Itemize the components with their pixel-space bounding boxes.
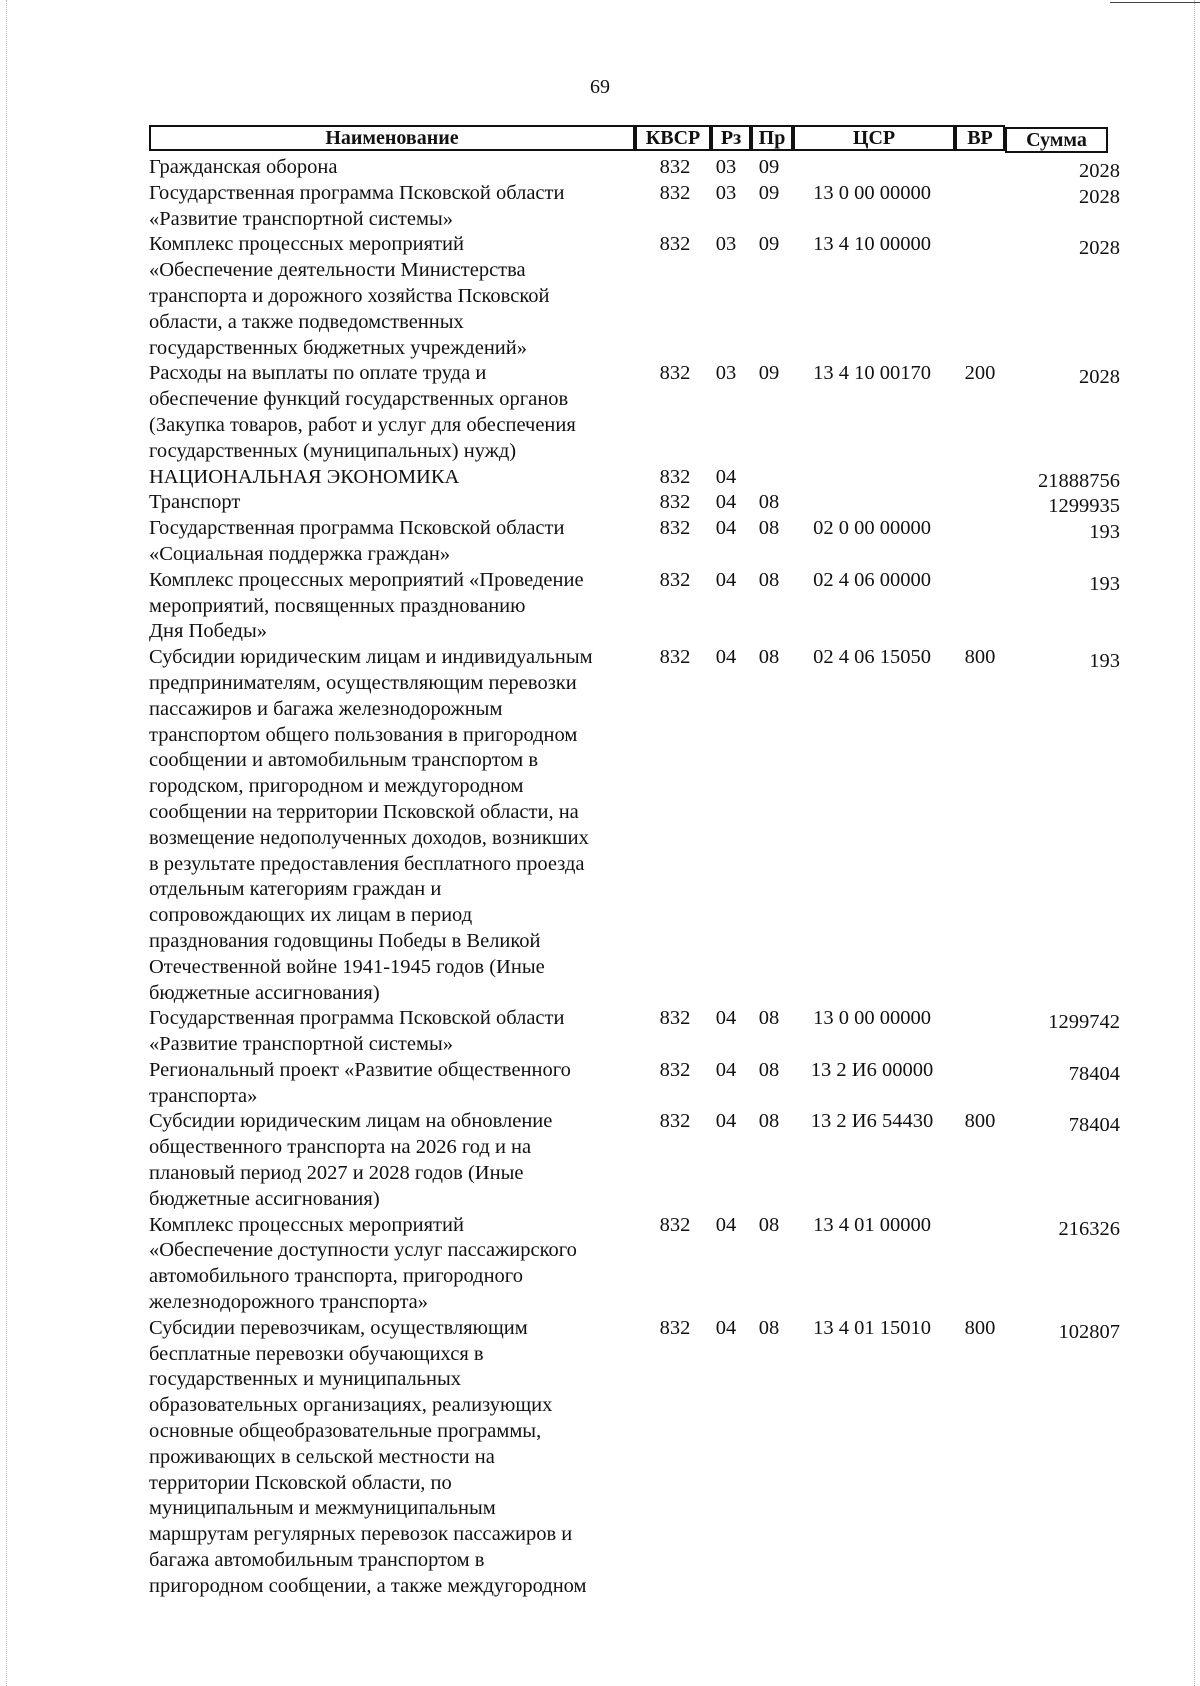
cell-vr: 800 <box>964 1316 996 1339</box>
table-header <box>149 125 1122 155</box>
cell-kvsr: 832 <box>659 1316 691 1339</box>
header-csr: ЦСР <box>793 125 955 151</box>
table-row <box>149 232 1122 361</box>
cell-name: Субсидии перевозчикам, осуществляющим бесплатные перевозки обучающихся в государственных и муниципальных образовательных организациях, реализующих основные общеобразовательные программы, проживающих в сельской местности на территории Псковской области, по муниципальным и межмуниципальным маршрутам регулярных перевозок пассажиров и багажа автомобильным транспортом в пригородном сообщении, а также междугородном <box>149 1316 587 1597</box>
cell-vr: 800 <box>964 1110 996 1133</box>
cell-pr: 09 <box>758 362 780 385</box>
cell-rz: 03 <box>715 362 737 385</box>
cell-sum: 1299935 <box>1048 495 1120 518</box>
cell-name: Государственная программа Псковской области «Развитие транспортной системы» <box>149 1007 565 1056</box>
cell-pr: 08 <box>758 1213 780 1236</box>
cell-name: Государственная программа Псковской области «Развитие транспортной системы» <box>149 181 565 230</box>
cell-vr: 800 <box>964 646 996 669</box>
table-body <box>149 155 1122 1600</box>
cell-pr: 08 <box>758 1007 780 1030</box>
cell-csr: 02 4 06 00000 <box>813 568 931 591</box>
cell-csr: 13 4 01 00000 <box>813 1213 931 1236</box>
cell-rz: 03 <box>715 156 737 178</box>
cell-csr: 13 4 10 00170 <box>813 362 931 385</box>
scan-edge-left <box>0 0 7 1686</box>
cell-pr: 08 <box>758 1058 780 1081</box>
cell-name: НАЦИОНАЛЬНАЯ ЭКОНОМИКА <box>149 465 460 488</box>
header-kvsr: КВСР <box>635 125 711 151</box>
cell-csr: 13 4 01 15010 <box>813 1316 931 1339</box>
cell-rz: 04 <box>715 1058 737 1081</box>
table-row <box>149 361 1122 464</box>
cell-csr: 02 0 00 00000 <box>813 517 931 540</box>
cell-pr: 08 <box>758 491 780 514</box>
cell-name: Гражданская оборона <box>149 156 338 178</box>
cell-csr: 13 2 И6 00000 <box>810 1058 934 1081</box>
table-row <box>149 490 1122 516</box>
cell-kvsr: 832 <box>659 181 691 204</box>
cell-name: Региональный проект «Развитие общественного транспорта» <box>149 1058 571 1107</box>
cell-name: Государственная программа Псковской области «Социальная поддержка граждан» <box>149 517 565 565</box>
scan-corner-line <box>1110 2 1200 3</box>
cell-sum: 2028 <box>1079 237 1120 260</box>
table-row <box>149 516 1122 568</box>
cell-rz: 03 <box>715 233 737 256</box>
cell-sum: 193 <box>1089 521 1120 544</box>
cell-rz: 04 <box>715 1213 737 1236</box>
table-row <box>149 1006 1122 1058</box>
cell-kvsr: 832 <box>659 517 691 540</box>
cell-csr: 13 2 И6 54430 <box>810 1110 934 1133</box>
header-rz: Рз <box>711 125 751 151</box>
table-row <box>149 568 1122 645</box>
budget-table <box>149 125 1122 1600</box>
cell-rz: 03 <box>715 181 737 204</box>
cell-vr: 200 <box>964 362 996 385</box>
cell-kvsr: 832 <box>659 1007 691 1030</box>
cell-name: Комплекс процессных мероприятий «Проведение мероприятий, посвященных празднованию Дня Победы» <box>149 568 584 643</box>
cell-csr: 13 4 10 00000 <box>813 233 931 256</box>
header-vr: ВР <box>955 125 1005 151</box>
header-sum: Сумма <box>1005 127 1108 153</box>
cell-kvsr: 832 <box>659 156 691 178</box>
cell-sum: 21888756 <box>1038 469 1120 492</box>
cell-pr: 09 <box>758 156 780 178</box>
table-row <box>149 1316 1122 1600</box>
cell-sum: 2028 <box>1079 185 1120 208</box>
cell-kvsr: 832 <box>659 1058 691 1081</box>
cell-rz: 04 <box>715 465 737 488</box>
cell-sum: 78404 <box>1068 1062 1120 1085</box>
page-number: 69 <box>590 76 610 98</box>
cell-sum: 1299742 <box>1048 1011 1120 1034</box>
cell-name: Расходы на выплаты по оплате труда и обеспечение функций государственных органов (Закупка товаров, работ и услуг для обеспечения государственных (муниципальных) нужд) <box>149 362 576 462</box>
cell-kvsr: 832 <box>659 465 691 488</box>
cell-rz: 04 <box>715 646 737 669</box>
cell-rz: 04 <box>715 1110 737 1133</box>
cell-csr: 13 0 00 00000 <box>813 181 931 204</box>
cell-pr: 08 <box>758 1316 780 1339</box>
cell-pr: 09 <box>758 233 780 256</box>
cell-rz: 04 <box>715 568 737 591</box>
cell-rz: 04 <box>715 491 737 514</box>
cell-kvsr: 832 <box>659 646 691 669</box>
cell-name: Комплекс процессных мероприятий «Обеспечение деятельности Министерства транспорта и дорожного хозяйства Псковской области, а также подведомственных государственных бюджетных учреждений» <box>149 233 550 359</box>
table-row <box>149 645 1122 1006</box>
cell-rz: 04 <box>715 517 737 540</box>
cell-pr: 09 <box>758 181 780 204</box>
cell-csr: 13 0 00 00000 <box>813 1007 931 1030</box>
table-row <box>149 1109 1122 1212</box>
cell-kvsr: 832 <box>659 491 691 514</box>
cell-pr: 08 <box>758 646 780 669</box>
table-row <box>149 465 1122 491</box>
cell-kvsr: 832 <box>659 1110 691 1133</box>
cell-sum: 193 <box>1089 572 1120 595</box>
cell-sum: 216326 <box>1058 1217 1120 1240</box>
cell-csr: 02 4 06 15050 <box>813 646 931 669</box>
table-row <box>149 181 1122 233</box>
cell-name: Транспорт <box>149 491 241 514</box>
cell-sum: 2028 <box>1079 366 1120 389</box>
cell-name: Субсидии юридическим лицам на обновление общественного транспорта на 2026 год и на плановый период 2027 и 2028 годов (Иные бюджетные ассигнования) <box>149 1110 553 1210</box>
cell-pr: 08 <box>758 517 780 540</box>
cell-sum: 193 <box>1089 650 1120 673</box>
cell-name: Субсидии юридическим лицам и индивидуальным предпринимателям, осуществляющим перевозки пассажиров и багажа железнодорожным транспортом общего пользования в пригородном сообщении и автомобильным транспортом в городском, пригородном и междугородном сообщении на территории Псковской области, на возмещение недополученных доходов, возникших в результате предоставления бесплатного проезда отдельным категориям граждан и сопровождающих их лицам в период празднования годовщины Победы в Великой Отечественной войне 1941-1945 годов (Иные бюджетные ассигнования) <box>149 646 593 1004</box>
table-row <box>149 155 1122 181</box>
header-name: Наименование <box>149 125 635 151</box>
cell-rz: 04 <box>715 1007 737 1030</box>
cell-name: Комплекс процессных мероприятий «Обеспечение доступности услуг пассажирского автомобильного транспорта, пригородного железнодорожного транспорта» <box>149 1213 577 1314</box>
table-row <box>149 1213 1122 1316</box>
cell-kvsr: 832 <box>659 362 691 385</box>
cell-sum: 2028 <box>1079 160 1120 182</box>
cell-kvsr: 832 <box>659 568 691 591</box>
cell-sum: 102807 <box>1058 1320 1120 1343</box>
cell-kvsr: 832 <box>659 1213 691 1236</box>
header-pr: Пр <box>751 125 793 151</box>
scan-edge-right <box>1194 0 1200 1686</box>
cell-sum: 78404 <box>1068 1114 1120 1137</box>
cell-pr: 08 <box>758 568 780 591</box>
cell-pr: 08 <box>758 1110 780 1133</box>
table-row <box>149 1058 1122 1110</box>
cell-kvsr: 832 <box>659 233 691 256</box>
cell-rz: 04 <box>715 1316 737 1339</box>
